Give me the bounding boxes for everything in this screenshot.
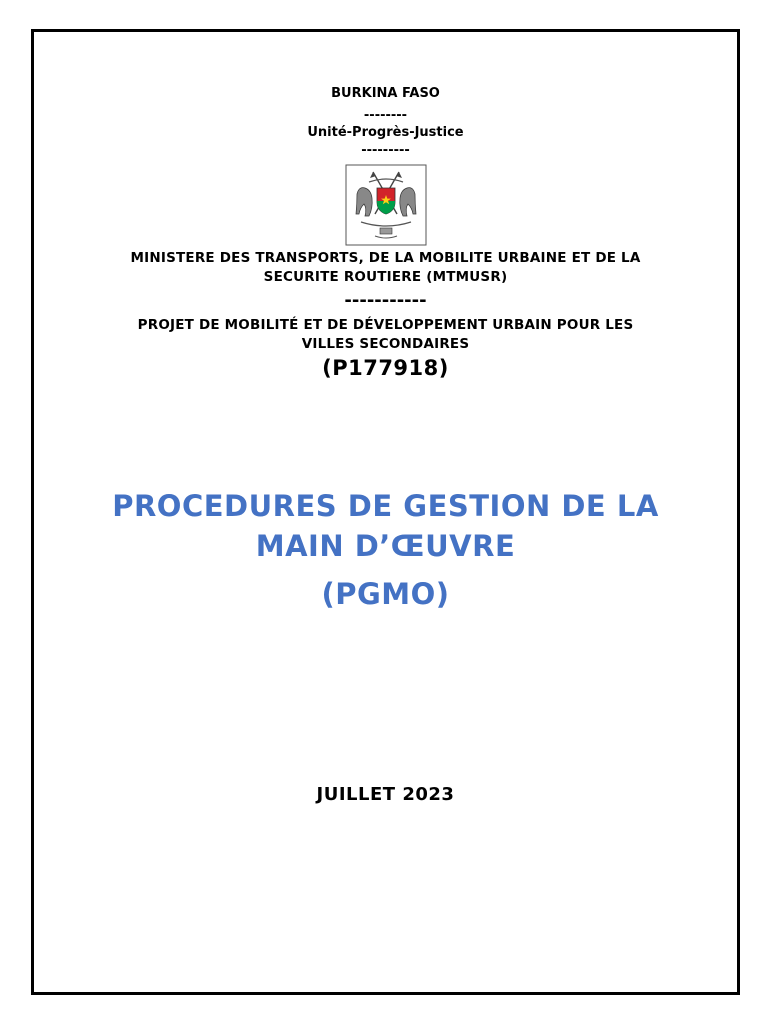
separator-line: --------: [363, 108, 408, 123]
project-code: (P177918): [322, 356, 449, 380]
document-acronym: (PGMO): [321, 577, 450, 611]
project-name: PROJET DE MOBILITÉ ET DE DÉVELOPPEMENT URBAIN POUR LES VILLES SECONDAIRES: [137, 317, 634, 352]
document-title: PROCEDURES DE GESTION DE LA MAIN D’ŒUVRE: [112, 489, 659, 563]
national-motto: Unité-Progrès-Justice: [307, 125, 464, 140]
ministry-name: MINISTERE DES TRANSPORTS, DE LA MOBILITE URBAINE ET DE LA SECURITE ROUTIERE (MTMUSR): [130, 250, 641, 285]
separator-line: -----------: [344, 290, 427, 311]
country-name: BURKINA FASO: [331, 86, 440, 101]
separator-line: ---------: [361, 143, 410, 158]
document-date: JUILLET 2023: [316, 784, 455, 805]
burkina-faso-coat-of-arms-icon: [345, 164, 427, 246]
